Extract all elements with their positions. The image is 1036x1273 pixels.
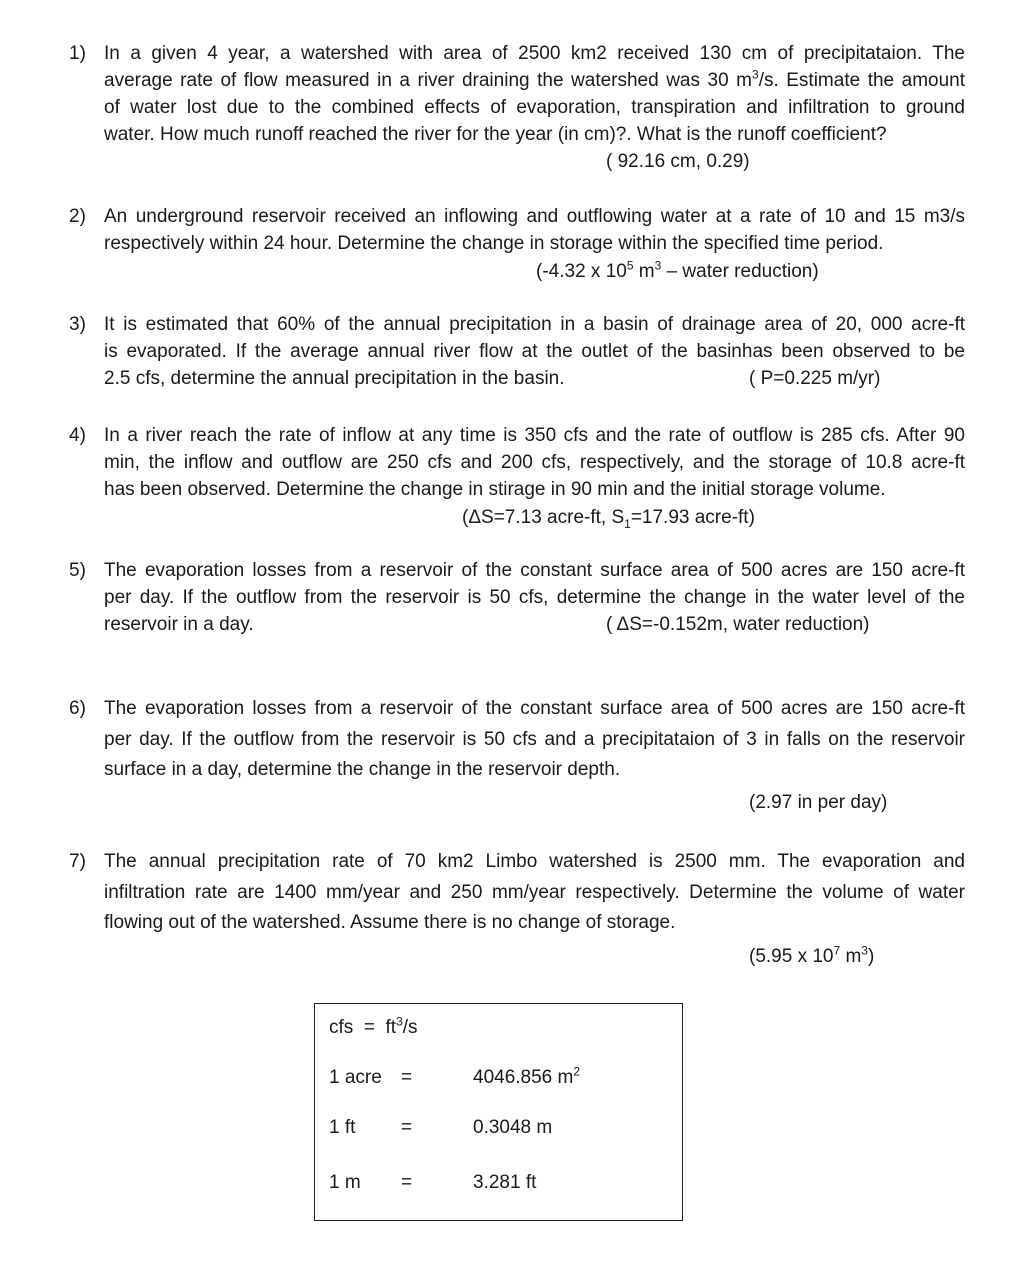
question-text (104, 847, 965, 939)
answer-part: m (840, 946, 862, 967)
answer: ( 92.16 cm, 0.29) (606, 151, 750, 172)
answer (749, 943, 874, 970)
question-line-part: average rate of flow measured in a river draining the watershed was 30 m (104, 70, 752, 91)
question-line: infiltration rate are 1400 mm/year and 250 mm/year respectively. Determine the volume of water (104, 881, 965, 903)
answer (536, 258, 819, 285)
question-text (104, 40, 965, 148)
table-row-lhs: 1 ft (329, 1117, 356, 1138)
question-line (104, 67, 965, 94)
question-number: 3) (69, 314, 86, 335)
question-line: water. How much runoff reached the river for the year (in cm)?. What is the runoff coefficient? (104, 124, 887, 145)
question-number: 5) (69, 560, 86, 581)
question-line: The evaporation losses from a reservoir of the constant surface area of 500 acres are 150 acre-ft (104, 698, 965, 719)
question-line: In a river reach the rate of inflow at any time is 350 cfs and the rate of outflow is 285 cfs. After 90 (104, 425, 965, 446)
superscript: 7 (833, 943, 841, 958)
answer-part: =17.93 acre-ft) (630, 507, 755, 528)
table-row-eq: = (401, 1117, 413, 1138)
table-row-eq: = (401, 1172, 413, 1193)
question-number: 7) (69, 851, 86, 872)
question-text (104, 422, 965, 503)
question-line: of water lost due to the combined effects of evaporation, transpiration and infiltration to ground (104, 97, 965, 118)
question-line: The annual precipitation rate of 70 km2 Limbo watershed is 2500 mm. The evaporation and (104, 851, 965, 872)
question-line: respectively within 24 hour. Determine the change in storage within the specified time period. (104, 233, 884, 254)
question-line-part: /s. Estimate the amount (758, 70, 966, 91)
table-row-eq: = (401, 1067, 413, 1088)
superscript: 3 (752, 67, 759, 82)
question-line: surface in a day, determine the change in the reservoir depth. (104, 759, 621, 780)
table-row-rhs: 3.281 ft (473, 1172, 537, 1193)
table-header (329, 1016, 418, 1040)
header-part: /s (402, 1017, 418, 1038)
question-number: 2) (69, 206, 86, 227)
answer-part: ) (867, 946, 875, 967)
question-line: It is estimated that 60% of the annual precipitation in a basin of drainage area of 20, 000 acre-ft (104, 314, 965, 335)
question-line: min, the inflow and outflow are 250 cfs and 200 cfs, respectively, and the storage of 10.8 acre-ft (104, 452, 965, 473)
superscript: 3 (396, 1014, 403, 1029)
question-line: reservoir in a day. (104, 614, 254, 635)
question-line: is evaporated. If the average annual river flow at the outlet of the basinhas been observed to be (104, 341, 965, 362)
question-text (104, 694, 965, 786)
superscript: 2 (573, 1064, 581, 1079)
answer: ( ΔS=-0.152m, water reduction) (606, 614, 870, 635)
question-number: 6) (69, 698, 86, 719)
answer-part: m (633, 261, 655, 282)
answer: (2.97 in per day) (749, 792, 888, 813)
question-text (104, 203, 965, 257)
table-row-lhs: 1 acre (329, 1067, 382, 1088)
superscript: 3 (861, 943, 868, 958)
answer-part: (ΔS=7.13 acre-ft, S (462, 507, 625, 528)
question-line: has been observed. Determine the change in stirage in 90 min and the initial storage volume. (104, 479, 886, 500)
rhs-part: 4046.856 m (473, 1067, 574, 1088)
answer-part: (-4.32 x 10 (536, 261, 627, 282)
answer (462, 504, 755, 531)
question-line: An underground reservoir received an inflowing and outflowing water at a rate of 10 and 15 m3/s (104, 206, 965, 227)
question-line: per day. If the outflow from the reservoir is 50 cfs and a precipitataion of 3 in falls on the reservoir (104, 728, 965, 750)
question-number: 4) (69, 425, 86, 446)
table-row-rhs: 0.3048 m (473, 1117, 553, 1138)
table-row-lhs: 1 m (329, 1172, 361, 1193)
answer: ( P=0.225 m/yr) (749, 368, 881, 389)
answer-part: – water reduction) (661, 261, 819, 282)
superscript: 5 (626, 258, 634, 273)
header-part: cfs = ft (329, 1017, 397, 1038)
unit-conversion-table (314, 1003, 683, 1221)
subscript: 1 (624, 516, 631, 531)
question-line: per day. If the outflow from the reservoir is 50 cfs, determine the change in the water level of the (104, 587, 965, 608)
question-line: flowing out of the watershed. Assume there is no change of storage. (104, 912, 676, 933)
question-line: The evaporation losses from a reservoir of the constant surface area of 500 acres are 150 acre-ft (104, 560, 965, 581)
table-row-rhs (473, 1066, 580, 1090)
question-line: In a given 4 year, a watershed with area of 2500 km2 received 130 cm of precipitataion. The (104, 43, 965, 64)
question-number: 1) (69, 43, 86, 64)
question-line: 2.5 cfs, determine the annual precipitation in the basin. (104, 368, 565, 389)
answer-part: (5.95 x 10 (749, 946, 834, 967)
superscript: 3 (654, 258, 662, 273)
